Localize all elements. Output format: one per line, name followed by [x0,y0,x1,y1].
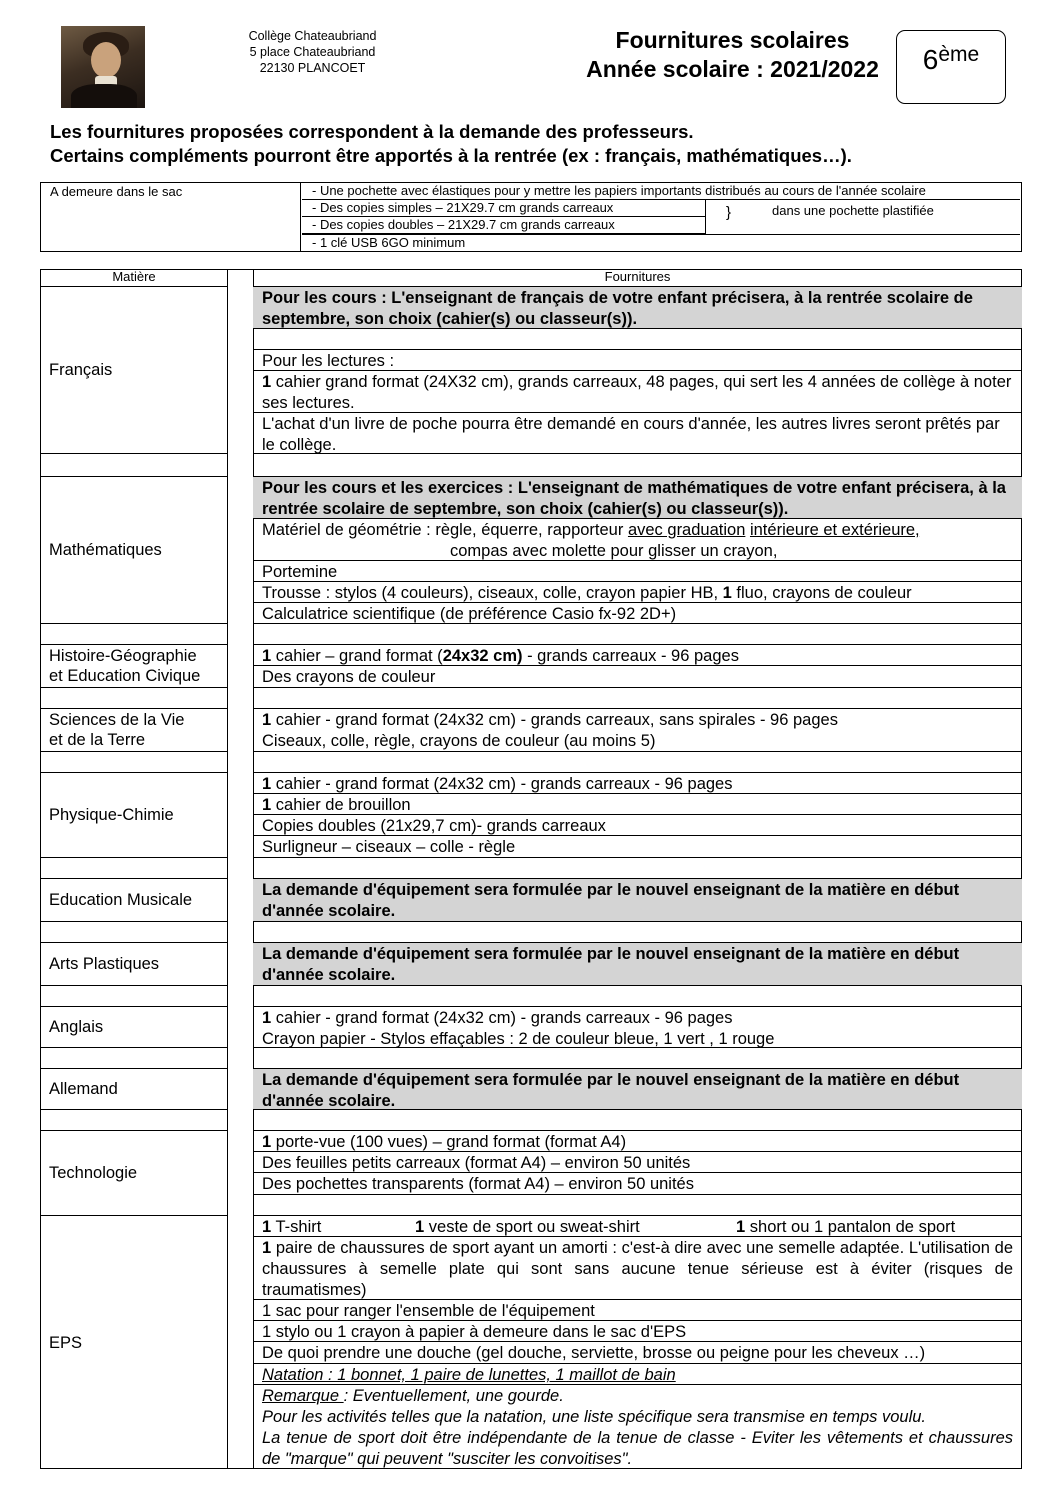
subject-education-musicale: Education Musicale [40,879,228,922]
school-address [215,28,410,76]
column-header-subject: Matière [40,269,228,287]
allemand-demande: La demande d'équipement sera formulée par le nouvel enseignant de la matière en début d'année scolaire. [253,1069,1022,1110]
eps-vetements: 1 T-shirt 1 veste de sport ou sweat-shirt 1 short ou 1 pantalon de sport [253,1216,1022,1237]
subject-francais: Français [40,287,228,454]
title-line-1: Fournitures scolaires [615,27,850,53]
maths-calculatrice: Calculatrice scientifique (de préférence Casio fx-92 2D+) [253,603,1022,624]
subject-technologie: Technologie [40,1131,228,1216]
eps-douche: De quoi prendre une douche (gel douche, serviette, brosse ou peigne pour les cheveux …) [253,1342,1022,1364]
sac-note-text: dans une pochette plastifiée [772,203,934,218]
arts-demande: La demande d'équipement sera formulée par le nouvel enseignant de la matière en début d'année scolaire. [253,943,1022,986]
grade-badge [896,30,1006,104]
subject-mathematiques: Mathématiques [40,477,228,624]
francais-livre: L'achat d'un livre de poche pourra être demandé en cours d'année, les autres livres seront prêtés par le collège. [253,413,1022,454]
school-name: Collège Chateaubriand [248,29,377,43]
francais-lectures: Pour les lectures : [253,350,1022,371]
eps-stylo: 1 stylo ou 1 crayon à papier à demeure dans le sac d'EPS [253,1321,1022,1342]
sac-item: - Des copies simples – 21X29.7 cm grands carreaux [302,200,706,217]
musique-demande: La demande d'équipement sera formulée par le nouvel enseignant de la matière en début d'année scolaire. [253,879,1022,922]
physique-brouillon: 1 cahier de brouillon [253,794,1022,815]
supplies-table [40,269,1022,1470]
grade-suffix: ème [938,43,980,66]
school-street: 5 place Chateaubriand [249,45,376,59]
sac-table [40,182,1022,252]
grade-number: 6 [922,44,939,75]
sac-item: - Une pochette avec élastiques pour y mettre les papiers importants distribués au cours de l'année scolaire [302,183,1020,200]
title-line-2: Année scolaire : 2021/2022 [586,56,879,82]
sac-note [706,202,1020,234]
subject-svt: Sciences de la Vie et de la Terre [40,709,228,752]
maths-geometrie: Matériel de géométrie : règle, équerre, rapporteur avec graduation intérieure et extérieure, compas avec molette pour glisser un crayon, [253,519,1022,561]
subject-allemand: Allemand [40,1069,228,1110]
eps-remarque: Remarque : Eventuellement, une gourde. Pour les activités telles que la natation, une liste spécifique sera transmise en temps voulu. La tenue de sport doit être indépendante de la tenue de classe - Eviter les vêtements et chaussures de "marque" qui peuvent "susciter les convoitises". [262,1387,1013,1468]
francais-cours: Pour les cours : L'enseignant de français de votre enfant précisera, à la rentrée scolaire de septembre, son choix (cahier(s) ou classeur(s)). [253,287,1022,329]
physique-surligneur: Surligneur – ciseaux – colle - règle [253,836,1022,858]
maths-cours: Pour les cours et les exercices : L'enseignant de mathématiques de votre enfant précisera, à la rentrée scolaire de septembre, son choix (cahier(s) ou classeur(s)). [253,477,1022,519]
techno-feuilles: Des feuilles petits carreaux (format A4) – environ 50 unités [253,1152,1022,1173]
physique-copies: Copies doubles (21x29,7 cm)- grands carreaux [253,815,1022,836]
eps-sac: 1 sac pour ranger l'ensemble de l'équipement [253,1300,1022,1321]
brace-symbol: } [726,204,732,221]
sac-label: A demeure dans le sac [41,183,301,251]
intro-text [50,120,1040,168]
histoire-cahier: 1 cahier – grand format (24x32 cm) - grands carreaux - 96 pages [253,645,1022,666]
techno-portevue: 1 porte-vue (100 vues) – grand format (format A4) [253,1131,1022,1152]
subject-arts-plastiques: Arts Plastiques [40,943,228,986]
eps-natation: Natation : 1 bonnet, 1 paire de lunettes, 1 maillot de bain [253,1364,1022,1385]
subject-physique-chimie: Physique-Chimie [40,773,228,858]
subject-anglais: Anglais [40,1007,228,1048]
chateaubriand-portrait [61,26,145,108]
techno-pochettes: Des pochettes transparents (format A4) – environ 50 unités [253,1173,1022,1195]
eps-chaussures: 1 paire de chaussures de sport ayant un amorti : c'est-à dire avec une semelle adaptée. L'utilisation de chaussures à semelle plate qui sont sans aucune tenue sérieuse est à éviter (risques de traumatismes) [253,1237,1022,1300]
maths-portemine: Portemine [253,561,1022,582]
column-header-supplies: Fournitures [253,269,1022,287]
histoire-crayons: Des crayons de couleur [253,666,1022,688]
subject-histoire-geographie: Histoire-Géographie et Education Civique [40,645,228,688]
sac-item: - 1 clé USB 6GO minimum [302,234,1020,251]
francais-cahier: 1 cahier grand format (24X32 cm), grands carreaux, 48 pages, qui sert les 4 années de collège à noter ses lectures. [253,371,1022,413]
maths-trousse: Trousse : stylos (4 couleurs), ciseaux, colle, crayon papier HB, 1 fluo, crayons de couleur [253,582,1022,603]
physique-cahier: 1 cahier - grand format (24x32 cm) - grands carreaux - 96 pages [253,773,1022,794]
anglais-fournitures: 1 cahier - grand format (24x32 cm) - grands carreaux - 96 pages Crayon papier - Stylos effaçables : 2 de couleur bleue, 1 vert , 1 rouge [253,1007,1022,1048]
subject-eps: EPS [49,1333,83,1352]
intro-line-2: Certains compléments pourront être apportés à la rentrée (ex : français, mathématiques…). [50,145,852,166]
intro-line-1: Les fournitures proposées correspondent à la demande des professeurs. [50,121,694,142]
page-title [560,26,905,84]
svt-fournitures: 1 cahier - grand format (24x32 cm) - grands carreaux, sans spirales - 96 pages Ciseaux, colle, règle, crayons de couleur (au moins 5) [253,709,1022,752]
sac-item: - Des copies doubles – 21X29.7 cm grands carreaux [302,217,706,234]
school-city: 22130 PLANCOET [259,61,366,75]
